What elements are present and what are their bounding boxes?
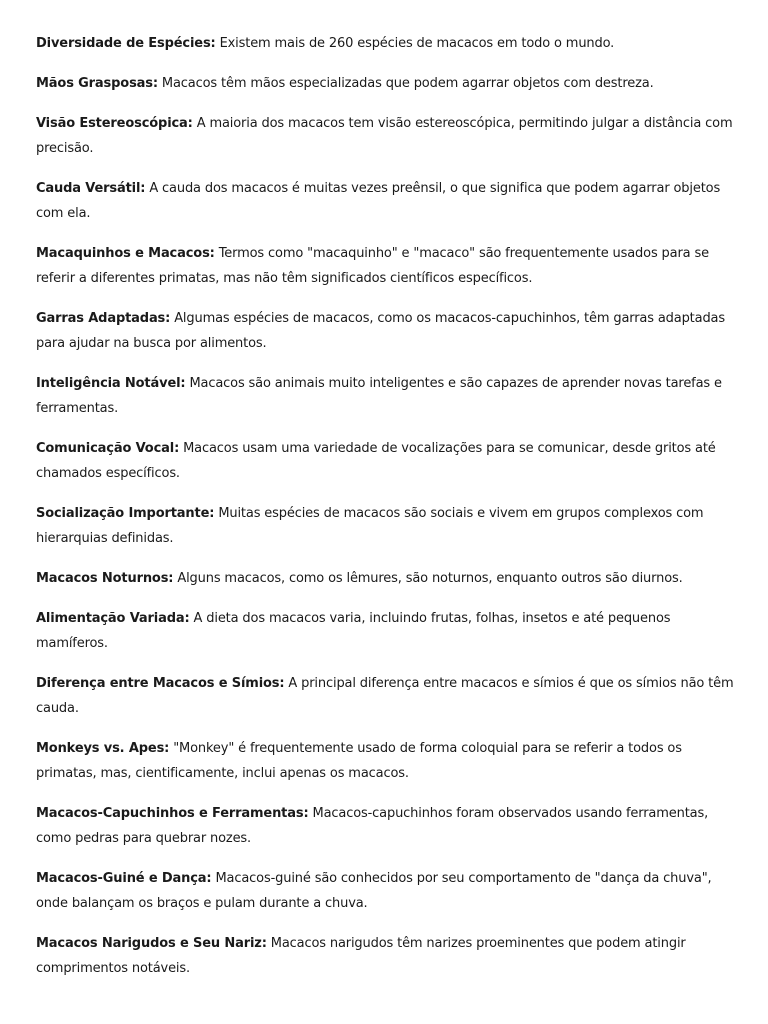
- fact-title: Cauda Versátil:: [36, 181, 146, 196]
- fact-paragraph: [36, 736, 734, 786]
- fact-paragraph: [36, 241, 734, 291]
- fact-title: Alimentação Variada:: [36, 611, 190, 626]
- fact-text: Macacos narigudos têm narizes proeminentes que podem atingir comprimentos notáveis.: [36, 936, 686, 976]
- fact-paragraph: [36, 436, 734, 486]
- fact-title: Diversidade de Espécies:: [36, 36, 216, 51]
- fact-title: Comunicação Vocal:: [36, 441, 180, 456]
- fact-title: Socialização Importante:: [36, 506, 215, 521]
- fact-paragraph: [36, 866, 734, 916]
- fact-text: Macacos são animais muito inteligentes e são capazes de aprender novas tarefas e ferramentas.: [36, 376, 722, 416]
- fact-text: Macacos usam uma variedade de vocalizações para se comunicar, desde gritos até chamados específicos.: [36, 441, 716, 481]
- fact-text: A maioria dos macacos tem visão estereoscópica, permitindo julgar a distância com precisão.: [36, 116, 733, 156]
- fact-text: "Monkey" é frequentemente usado de forma coloquial para se referir a todos os primatas, mas, cientificamente, inclui apenas os macacos.: [36, 741, 682, 781]
- fact-text: Macacos-capuchinhos foram observados usando ferramentas, como pedras para quebrar nozes.: [36, 806, 709, 846]
- fact-paragraph: [36, 566, 734, 591]
- fact-paragraph: [36, 801, 734, 851]
- fact-text: Macacos-guiné são conhecidos por seu comportamento de "dança da chuva", onde balançam os braços e pulam durante a chuva.: [36, 871, 712, 911]
- fact-paragraph: [36, 31, 734, 56]
- fact-paragraph: [36, 176, 734, 226]
- fact-title: Mãos Grasposas:: [36, 76, 158, 91]
- fact-title: Macacos Narigudos e Seu Nariz:: [36, 936, 267, 951]
- fact-title: Macacos Noturnos:: [36, 571, 174, 586]
- fact-paragraph: [36, 671, 734, 721]
- fact-paragraph: [36, 501, 734, 551]
- fact-title: Visão Estereoscópica:: [36, 116, 193, 131]
- fact-text: Alguns macacos, como os lêmures, são noturnos, enquanto outros são diurnos.: [177, 571, 683, 586]
- fact-title: Monkeys vs. Apes:: [36, 741, 170, 756]
- fact-text: A principal diferença entre macacos e símios é que os símios não têm cauda.: [36, 676, 734, 716]
- fact-text: Macacos têm mãos especializadas que podem agarrar objetos com destreza.: [161, 76, 654, 91]
- fact-paragraph: [36, 371, 734, 421]
- fact-paragraph: [36, 71, 734, 96]
- fact-text: Termos como "macaquinho" e "macaco" são frequentemente usados para se referir a diferentes primatas, mas não têm significados científicos específicos.: [36, 246, 709, 286]
- fact-text: Muitas espécies de macacos são sociais e vivem em grupos complexos com hierarquias definidas.: [36, 506, 704, 546]
- fact-title: Inteligência Notável:: [36, 376, 186, 391]
- fact-text: Algumas espécies de macacos, como os macacos-capuchinhos, têm garras adaptadas para ajudar na busca por alimentos.: [36, 311, 725, 351]
- fact-title: Macaquinhos e Macacos:: [36, 246, 215, 261]
- fact-title: Macacos-Guiné e Dança:: [36, 871, 212, 886]
- fact-text: A dieta dos macacos varia, incluindo frutas, folhas, insetos e até pequenos mamíferos.: [36, 611, 671, 651]
- fact-paragraph: [36, 606, 734, 656]
- fact-paragraph: [36, 931, 734, 981]
- fact-title: Macacos-Capuchinhos e Ferramentas:: [36, 806, 309, 821]
- fact-title: Diferença entre Macacos e Símios:: [36, 676, 285, 691]
- fact-text: Existem mais de 260 espécies de macacos em todo o mundo.: [219, 36, 615, 51]
- fact-text: A cauda dos macacos é muitas vezes preênsil, o que significa que podem agarrar objetos com ela.: [36, 181, 721, 221]
- fact-title: Garras Adaptadas:: [36, 311, 171, 326]
- fact-paragraph: [36, 306, 734, 356]
- fact-paragraph: [36, 111, 734, 161]
